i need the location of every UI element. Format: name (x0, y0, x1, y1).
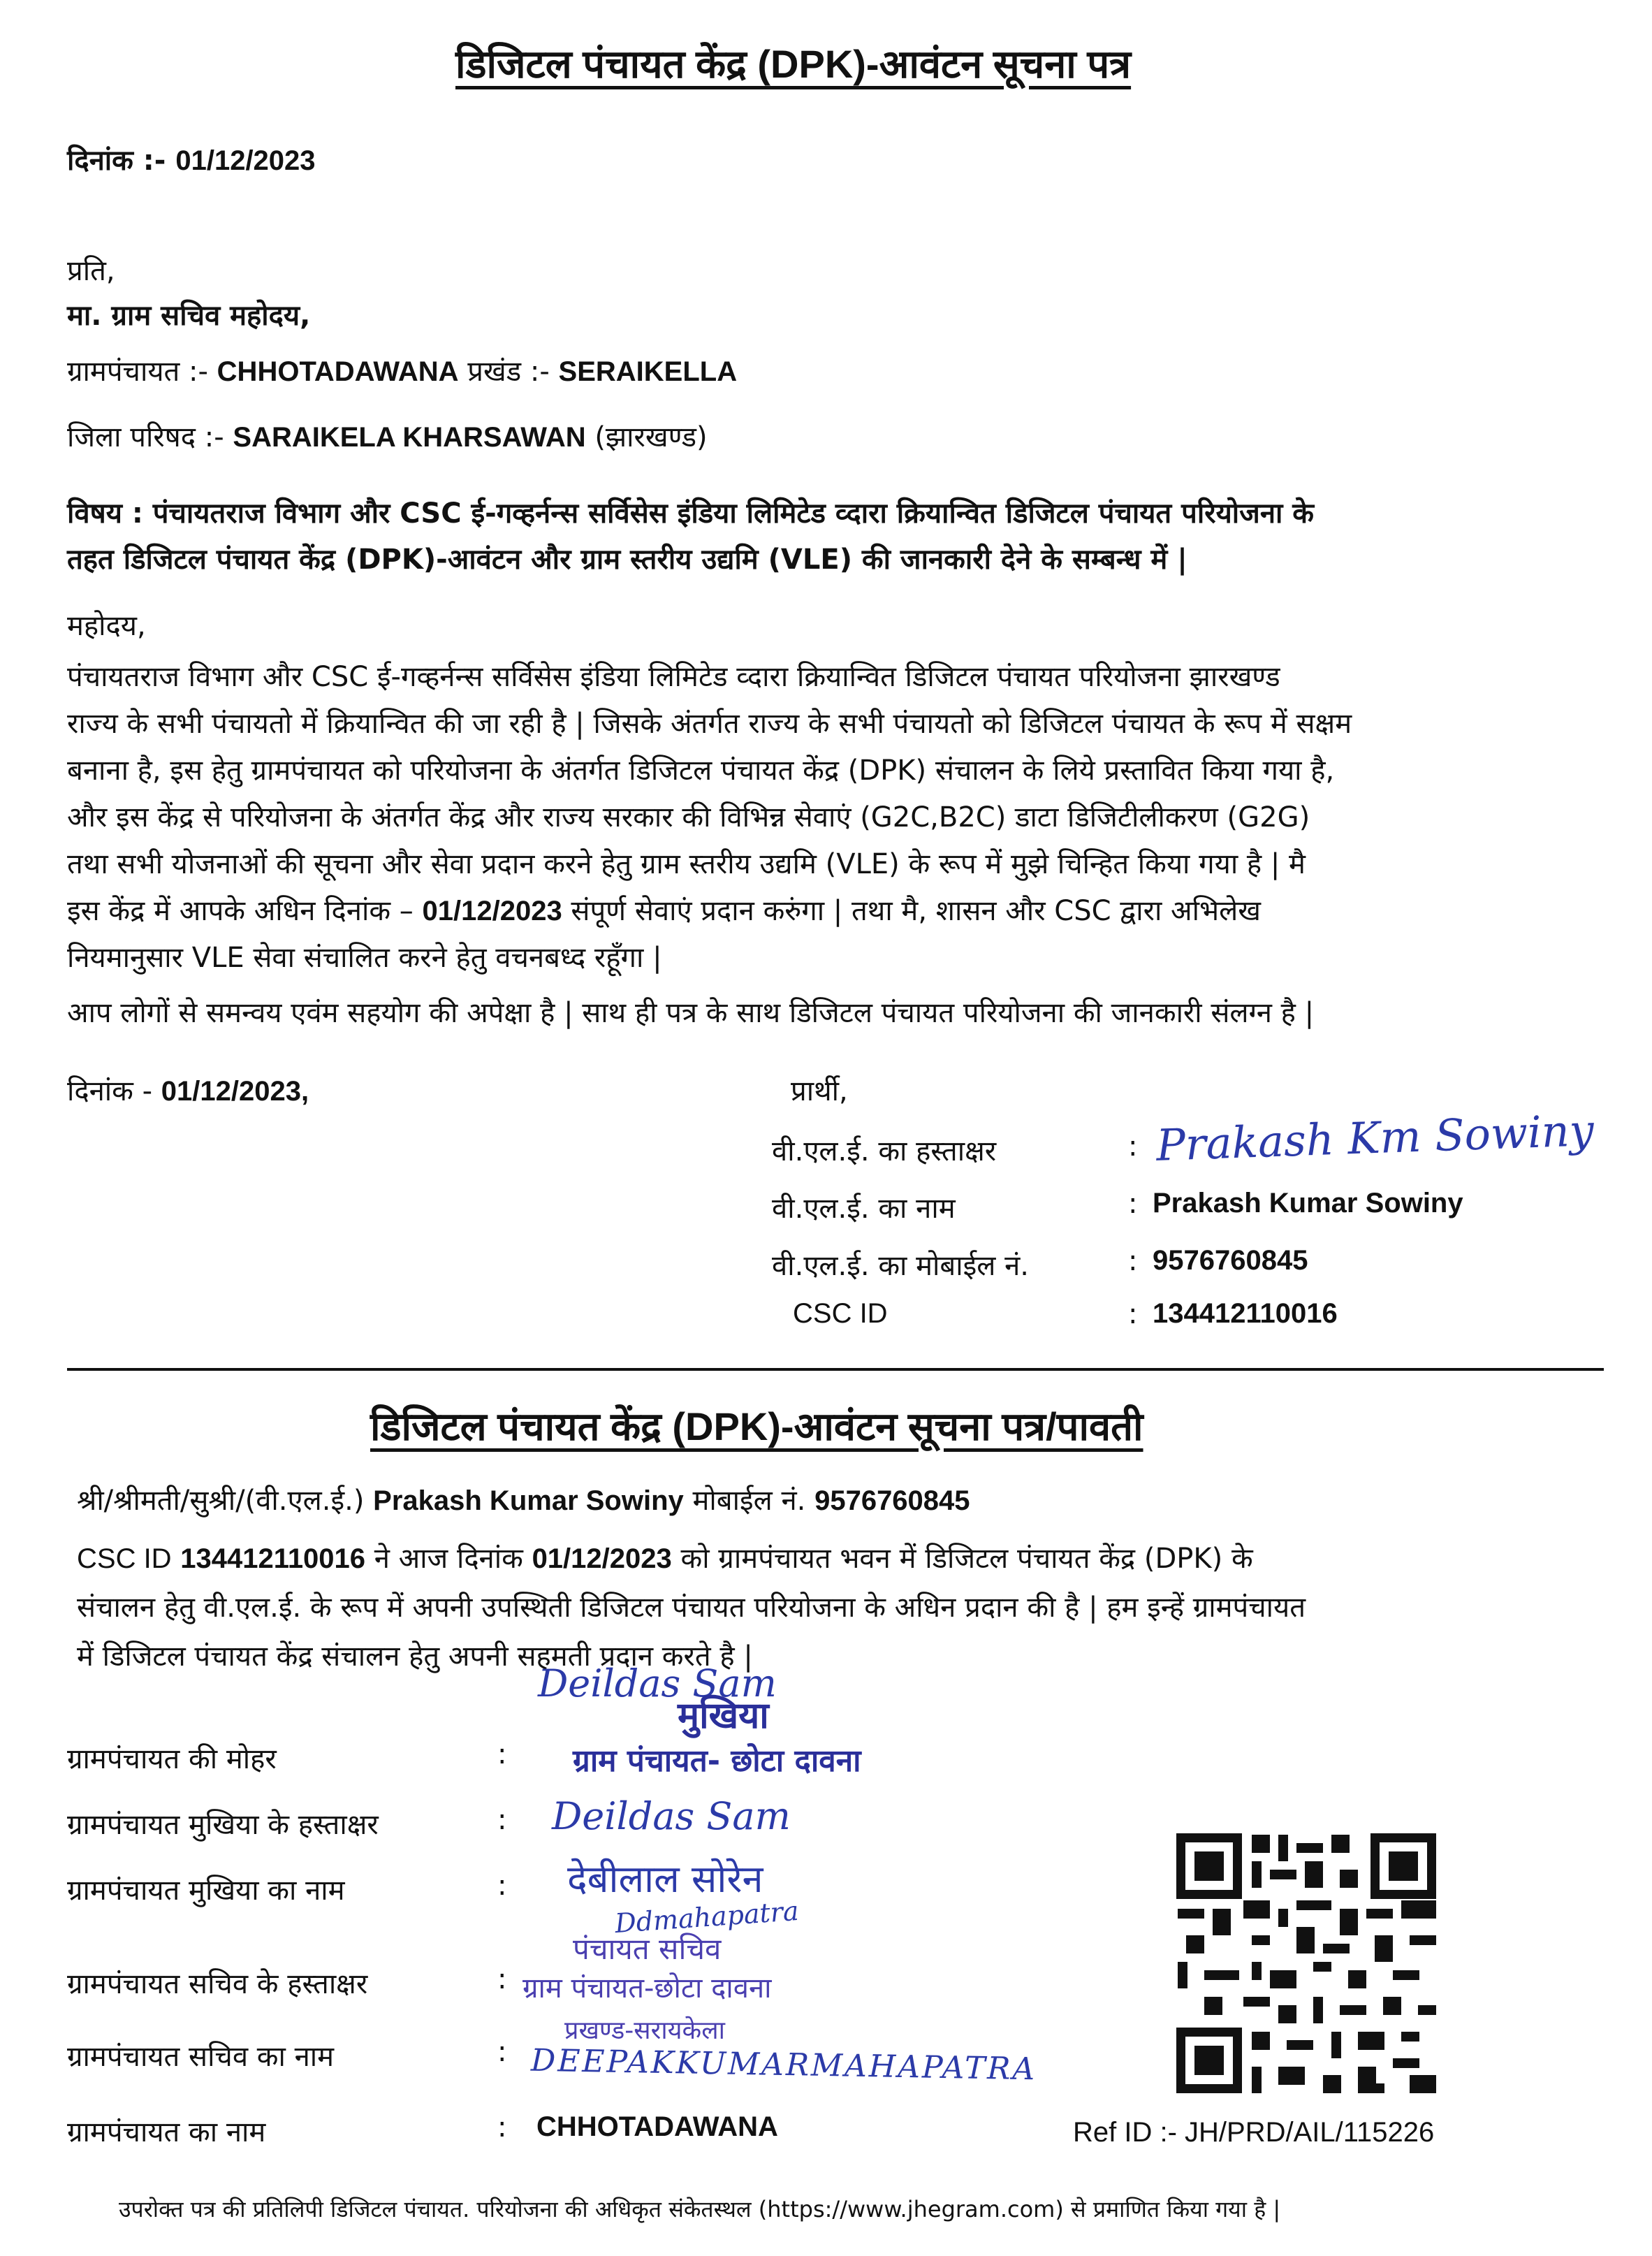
receipt-date: 01/12/2023 (532, 1543, 672, 1574)
gp-name-value: CHHOTADAWANA (536, 2111, 778, 2142)
gp-seal-label: ग्रामपंचायत की मोहर (67, 1743, 277, 1775)
page-title: डिजिटल पंचायत केंद्र (DPK)-आवंटन सूचना पत्र (455, 42, 1132, 86)
receipt-honorific: श्री/श्रीमती/सुश्री/(वी.एल.ई.) (77, 1485, 365, 1517)
subject-line: विषय : पंचायतराज विभाग और CSC ई-गव्हर्नन्स सर्विसेस इंडिया लिमिटेड व्दारा क्रियान्वित डिजिटल पंचायत परियोजना के (67, 497, 1315, 530)
qr-code (1174, 1831, 1439, 2096)
receipt-mobile: 9576760845 (814, 1485, 970, 1516)
body-line (67, 888, 1621, 935)
date-top-label: दिनांक :- (67, 145, 166, 177)
colon: : (497, 2111, 507, 2144)
sachiv-name-label: ग्रामपंचायत सचिव का नाम (67, 2041, 335, 2073)
sachiv-stamp-title: पंचायत सचिव (573, 1932, 722, 1966)
qr-finder-top-right (1370, 1833, 1436, 1899)
body-line6-date: 01/12/2023 (422, 896, 562, 926)
receipt-csc-label: CSC ID (77, 1543, 172, 1574)
mukhiya-signature: Deildas Sam (552, 1794, 791, 1838)
receipt-paragraph (77, 1534, 1579, 1681)
date-top-value: 01/12/2023 (175, 145, 316, 176)
body-line6-post: संपूर्ण सेवाएं प्रदान करुंगा | तथा मै, शासन और CSC द्वारा अभिलेख (571, 895, 1261, 927)
body-line: राज्य के सभी पंचायतो में क्रियान्वित की जा रही है | जिसके अंतर्गत राज्य के सभी पंचायतो को डिजिटल पंचायत के रूप में सक्षम (67, 708, 1352, 740)
closing-line: आप लोगों से समन्वय एवंम सहयोग की अपेक्षा है | साथ ही पत्र के साथ डिजिटल पंचायत परियोजना की जानकारी संलग्न है | (67, 997, 1315, 1029)
bottom-date (67, 1070, 309, 1109)
colon: : (1128, 1130, 1138, 1163)
mukhiya-signature-label: ग्रामपंचायत मुखिया के हस्ताक्षर (67, 1809, 379, 1841)
body-line: नियमानुसार VLE सेवा संचालित करने हेतु वचनबध्द रहूँगा | (67, 942, 662, 974)
receipt-mid: ने आज दिनांक (374, 1543, 523, 1575)
colon: : (497, 1804, 507, 1836)
colon: : (497, 1870, 507, 1902)
receipt-post: को ग्रामपंचायत भवन में डिजिटल पंचायत केंद्र (DPK) के (680, 1543, 1253, 1575)
sachiv-name-handwritten: DEEPAKKUMARMAHAPATRA (530, 2042, 1037, 2088)
prarthi: प्रार्थी, (791, 1075, 848, 1107)
vle-name-label: वी.एल.ई. का नाम (772, 1193, 956, 1225)
footer-note: उपरोक्त पत्र की प्रतिलिपी डिजिटल पंचायत. परियोजना की अधिकृत संकेतस्थल (https://www.jhegram.com) से प्रमाणित किया गया है | (119, 2196, 1281, 2222)
body-paragraph (67, 654, 1621, 982)
vle-mobile-value: 9576760845 (1153, 1245, 1308, 1276)
district-value: SARAIKELA KHARSAWAN (233, 422, 586, 453)
qr-finder-top-left (1176, 1833, 1242, 1899)
colon: : (497, 1738, 507, 1770)
prati: प्रति, (67, 255, 115, 287)
vle-mobile-label: वी.एल.ई. का मोबाईल नं. (772, 1250, 1030, 1282)
colon: : (1128, 1298, 1138, 1330)
receipt-line-1 (77, 1480, 970, 1518)
body-line: पंचायतराज विभाग और CSC ई-गव्हर्नन्स सर्विसेस इंडिया लिमिटेड व्दारा क्रियान्वित डिजिटल पंचायत परियोजना झारखण्ड (67, 661, 1280, 693)
salutation: महोदय, (67, 610, 146, 642)
sachiv-stamp-place: ग्राम पंचायत-छोटा दावना (522, 1972, 772, 2004)
body-line: बनाना है, इस हेतु ग्रामपंचायत को परियोजना के अंतर्गत डिजिटल पंचायत केंद्र (DPK) संचालन के लिये प्रस्तावित किया गया है, (67, 755, 1335, 787)
addressee: मा. ग्राम सचिव महोदय, (67, 300, 311, 332)
date-top (67, 140, 316, 178)
block-value: SERAIKELLA (558, 356, 738, 387)
csc-id-label: CSC ID (793, 1298, 888, 1329)
divider (67, 1368, 1604, 1371)
block-label: प्रखंड :- (467, 356, 550, 388)
receipt-csc-id: 134412110016 (180, 1543, 366, 1574)
sachiv-signature-label: ग्रामपंचायत सचिव के हस्ताक्षर (67, 1968, 368, 2000)
gp-value: CHHOTADAWANA (217, 356, 459, 387)
sachiv-stamp-block: प्रखण्ड-सरायकेला (564, 2016, 725, 2045)
gram-panchayat-line (67, 351, 737, 389)
body-line6-pre: इस केंद्र में आपके अधिन दिनांक – (67, 895, 414, 927)
colon: : (497, 1963, 507, 1995)
vle-signature: Prakash Km Sowiny (1155, 1105, 1595, 1171)
colon: : (1128, 1188, 1138, 1220)
state-label: (झारखण्ड) (594, 421, 708, 453)
qr-finder-bottom-left (1176, 2028, 1242, 2093)
receipt-line-3: संचालन हेतु वी.एल.ई. के रूप में अपनी उपस्थिती डिजिटल पंचायत परियोजना के अधिन प्रदान की है | हम इन्हें ग्रामपंचायत (77, 1592, 1306, 1624)
mukhiya-name-label: ग्रामपंचायत मुखिया का नाम (67, 1875, 345, 1907)
gp-name-label: ग्रामपंचायत का नाम (67, 2116, 266, 2148)
reference-id: Ref ID :- JH/PRD/AIL/115226 (1073, 2117, 1435, 2148)
body-line: तथा सभी योजनाओं की सूचना और सेवा प्रदान करने हेतु ग्राम स्तरीय उद्यमि (VLE) के रूप में मुझे चिन्हित किया गया है | मै (67, 848, 1306, 880)
mukhiya-stamp-place: ग्राम पंचायत- छोटा दावना (573, 1743, 861, 1779)
gp-label: ग्रामपंचायत :- (67, 356, 208, 388)
mukhiya-stamp-title: मुखिया (678, 1695, 769, 1737)
receipt-mobile-label: मोबाईल नं. (692, 1485, 806, 1517)
district-line (67, 416, 708, 455)
receipt-title: डिजिटल पंचायत केंद्र (DPK)-आवंटन सूचना पत्र/पावती (370, 1404, 1143, 1448)
receipt-line-4: में डिजिटल पंचायत केंद्र संचालन हेतु अपनी सहमती प्रदान करते है | (77, 1640, 753, 1673)
csc-id-value: 134412110016 (1153, 1298, 1338, 1329)
receipt-vle-name: Prakash Kumar Sowiny (373, 1485, 684, 1516)
subject-line: तहत डिजिटल पंचायत केंद्र (DPK)-आवंटन और ग्राम स्तरीय उद्यमि (VLE) की जानकारी देने के सम्बन्ध में | (67, 544, 1187, 576)
vle-name-value: Prakash Kumar Sowiny (1153, 1188, 1463, 1218)
colon: : (1128, 1245, 1138, 1277)
receipt-line-2 (77, 1534, 1579, 1583)
bottom-date-label: दिनांक - (67, 1075, 153, 1107)
subject (67, 490, 1632, 583)
body-line: और इस केंद्र से परियोजना के अंतर्गत केंद्र और राज्य सरकार की विभिन्न सेवाएं (G2C,B2C) डाटा डिजिटीलीकरण (G2G) (67, 801, 1310, 834)
vle-signature-label: वी.एल.ई. का हस्ताक्षर (772, 1135, 997, 1167)
bottom-date-value: 01/12/2023, (161, 1076, 309, 1107)
mukhiya-signature-top: Deildas Sam (538, 1661, 777, 1705)
sachiv-signature: Ddmahapatra (613, 1895, 800, 1940)
mukhiya-name-handwritten: देबीलाल सोरेन (567, 1857, 763, 1901)
colon: : (497, 2036, 507, 2068)
district-label: जिला परिषद :- (67, 421, 224, 453)
